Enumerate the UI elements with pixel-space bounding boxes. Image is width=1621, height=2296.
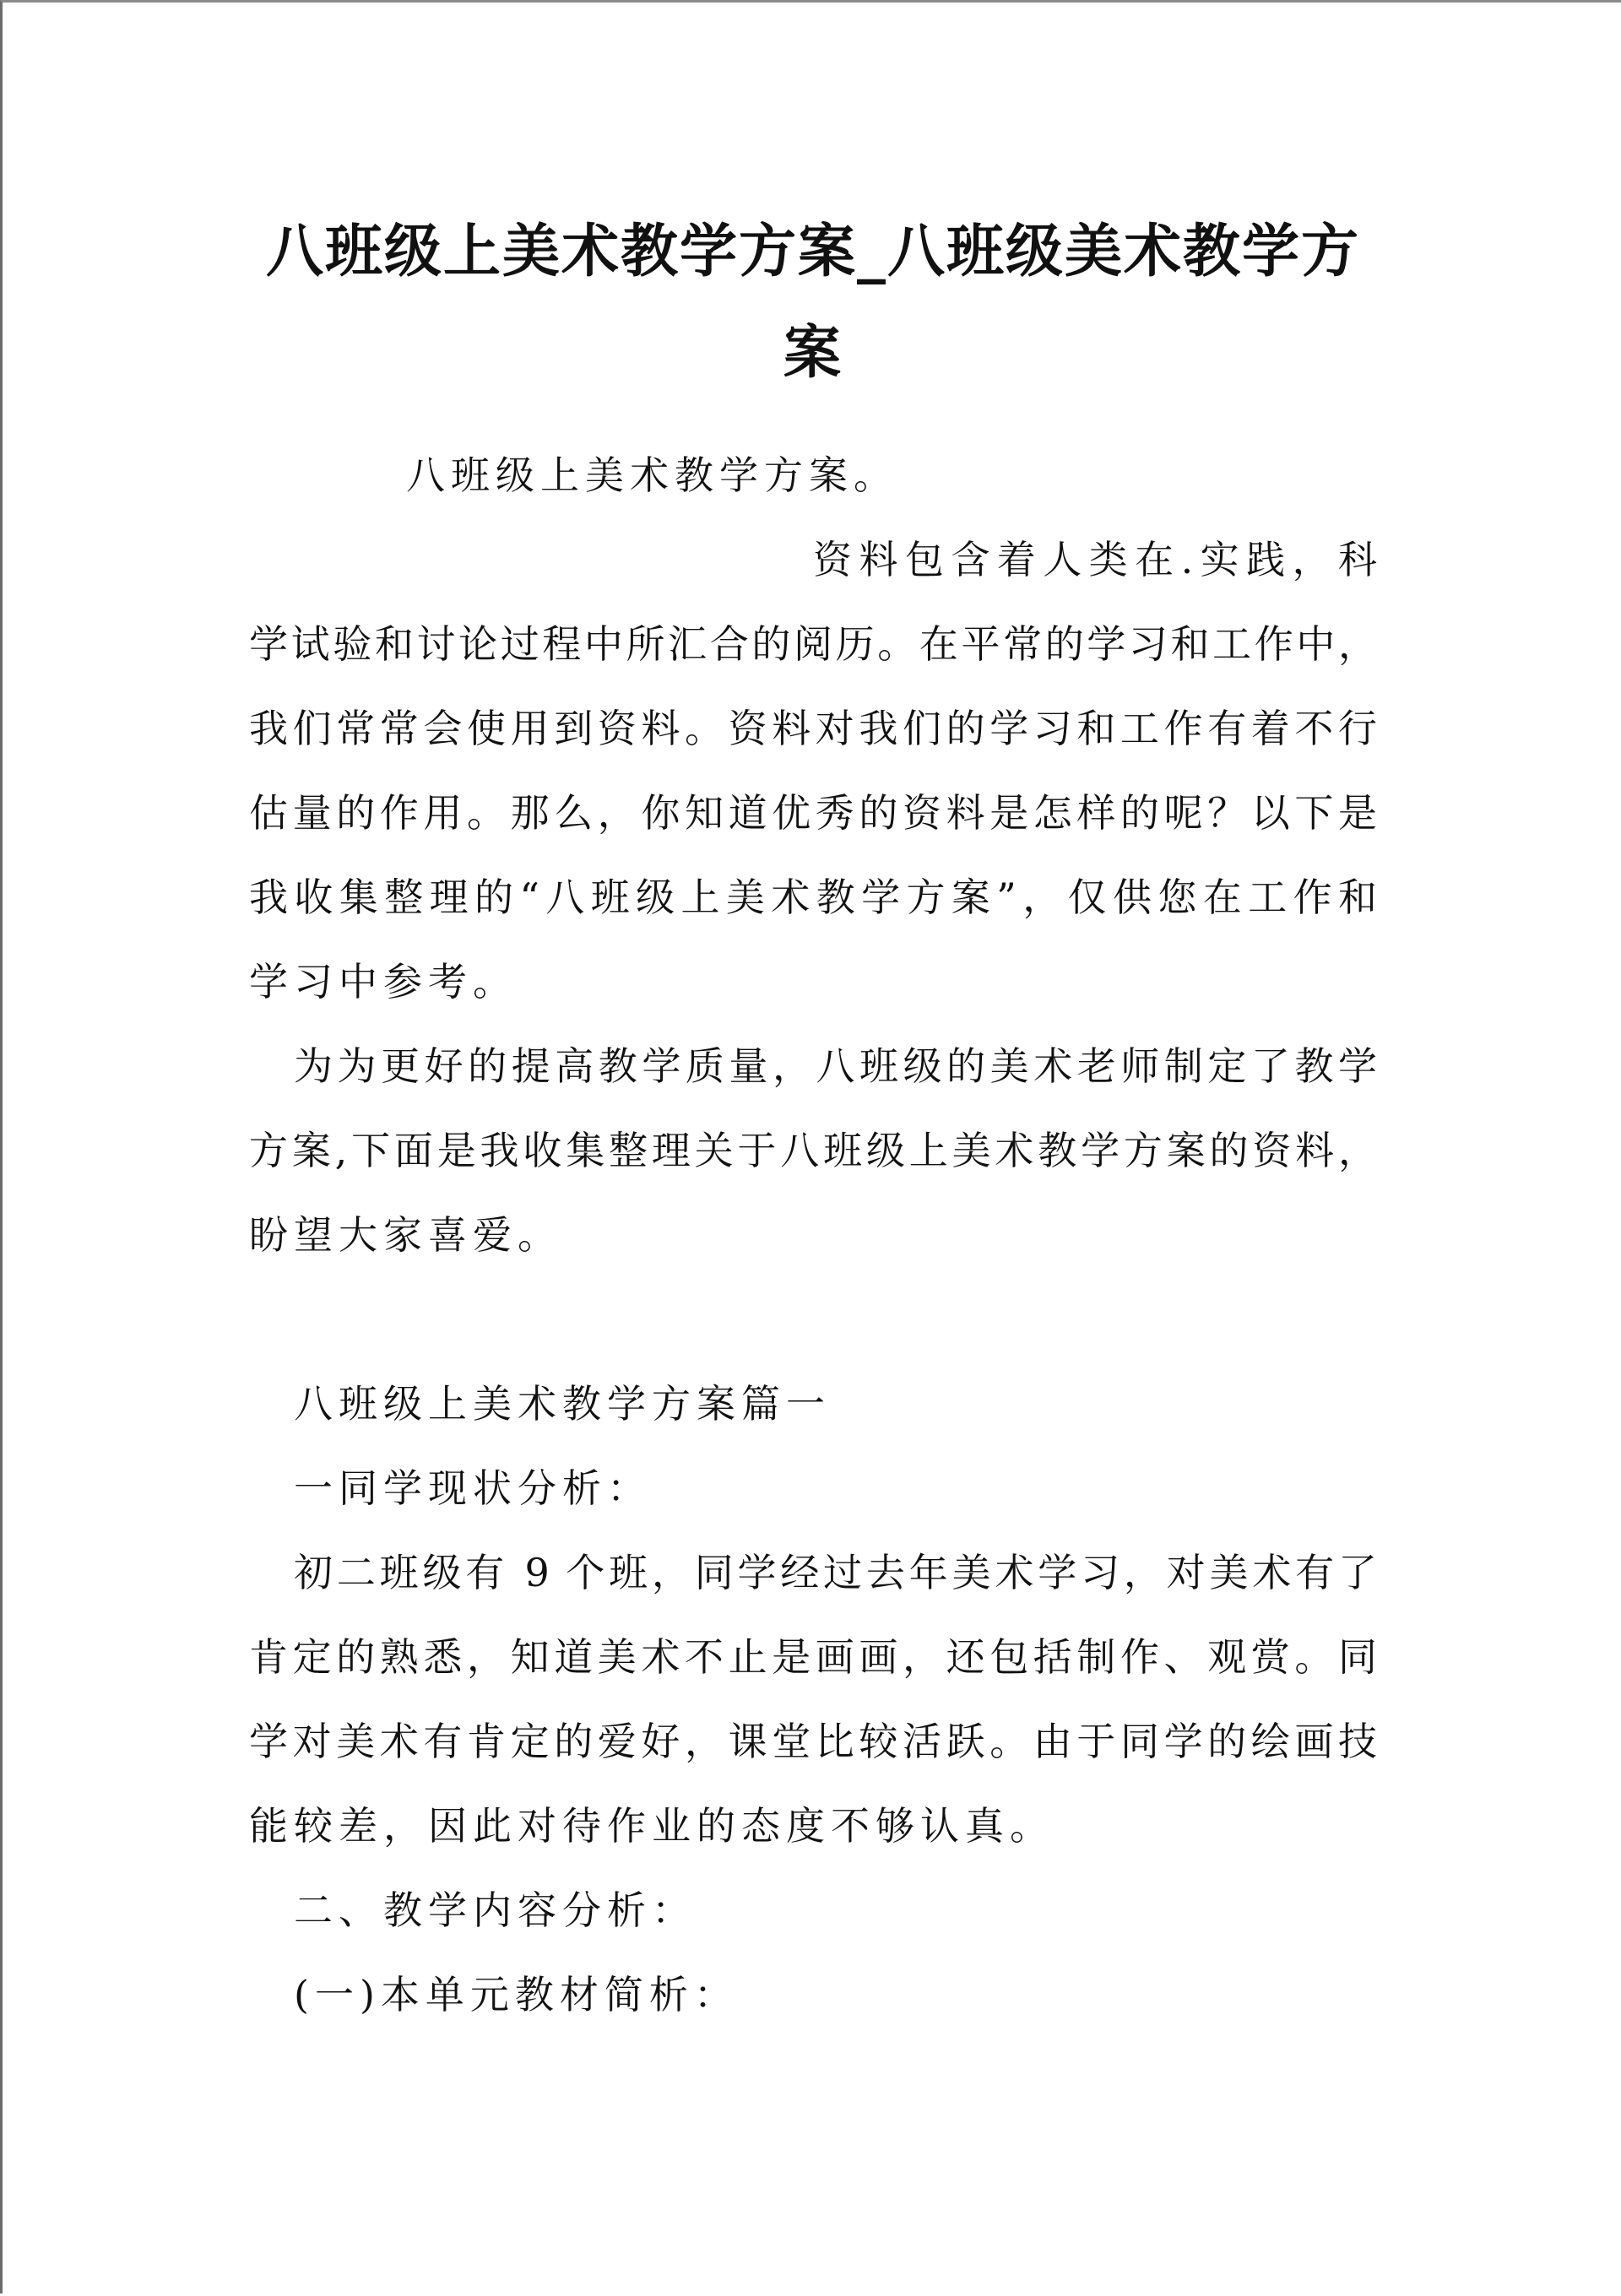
paragraph-1-line-3: 我们常常会使用到资料。资料对我们的学习和工作有着不行 (249, 706, 1377, 751)
paragraph-3-line-3: 学对美术有肯定的爱好，课堂比较活跃。由于同学的绘画技 (249, 1719, 1377, 1764)
subsection-content-analysis: 二、教学内容分析： (294, 1887, 697, 1933)
paragraph-1-line-2: 学试验和讨论过程中所汇合的阅历。在平常的学习和工作中， (249, 621, 1377, 667)
paragraph-3-line-1: 初二班级有 9 个班，同学经过去年美术学习，对美术有了 (294, 1550, 1377, 1595)
paragraph-2-line-2: 方案,下面是我收集整理关于八班级上美术教学方案的资料， (249, 1128, 1377, 1173)
paragraph-1-line-1: 资料包含着人类在.实践，科 (813, 537, 1377, 582)
intro-heading: 八班级上美术教学方案。 (406, 452, 898, 498)
subsection-student-analysis: 一同学现状分析： (294, 1465, 652, 1511)
paragraph-1-line-6: 学习中参考。 (249, 959, 518, 1004)
document-page (3, 3, 1621, 2296)
subsection-unit-analysis: (一)本单元教材简析： (294, 1972, 739, 2017)
paragraph-2-line-3: 盼望大家喜爱。 (249, 1212, 562, 1258)
paragraph-1-line-5: 我收集整理的“八班级上美术教学方案”，仅供您在工作和 (249, 875, 1377, 920)
document-title-line-1: 八班级上美术教学方案_八班级美术教学方 (265, 219, 1360, 285)
paragraph-1-line-4: 估量的作用。那么，你知道优秀的资料是怎样的呢？以下是 (249, 790, 1377, 836)
section-title: 八班级上美术教学方案篇一 (294, 1381, 831, 1427)
paragraph-3-line-2: 肯定的熟悉，知道美术不止是画画，还包括制作、观赏。同 (249, 1634, 1377, 1680)
paragraph-2-line-1: 为为更好的提高教学质量，八班级的美术老师制定了教学 (294, 1043, 1377, 1089)
paragraph-3-line-4: 能较差，因此对待作业的态度不够认真。 (249, 1803, 1054, 1849)
document-title-line-2: 案 (783, 320, 843, 387)
